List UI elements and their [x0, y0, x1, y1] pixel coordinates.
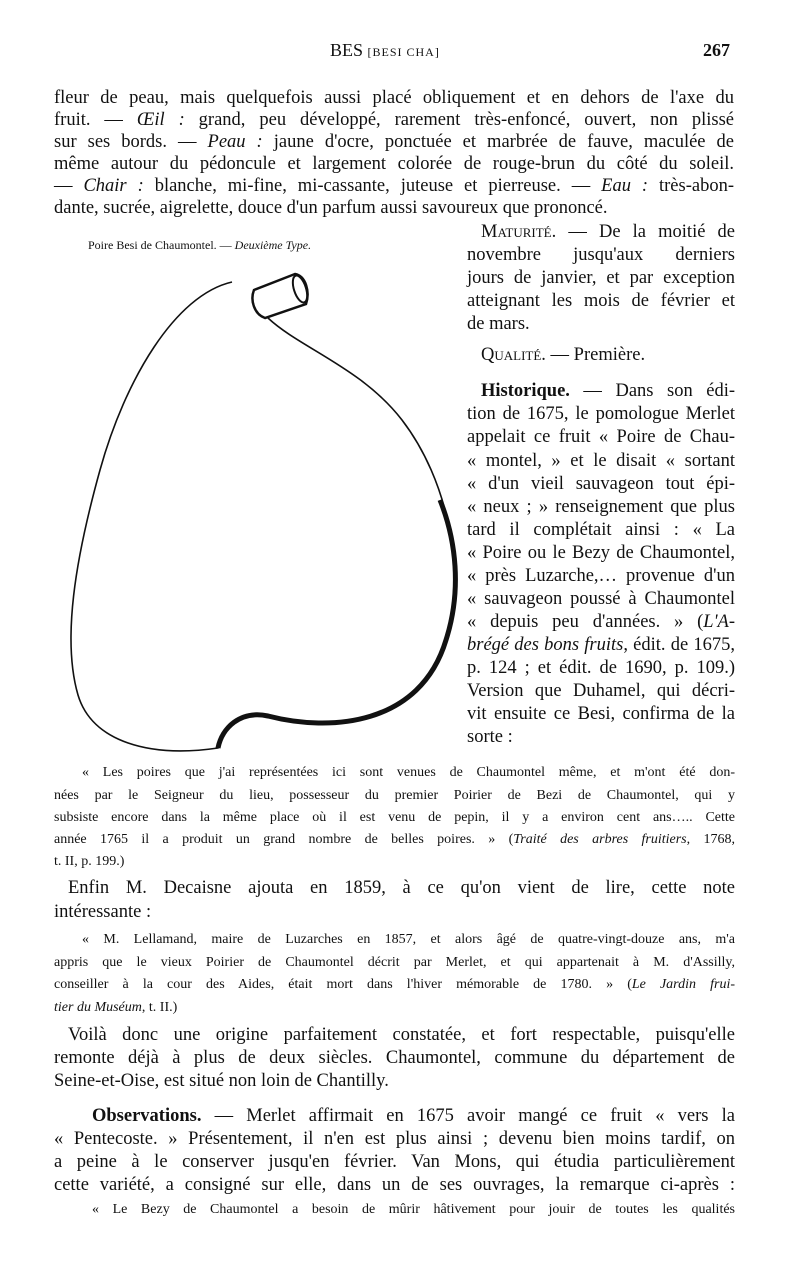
text-line: [467, 473, 735, 495]
text-line: [467, 496, 735, 518]
text-line: [82, 762, 735, 784]
caption-type: Deuxième Type.: [234, 238, 312, 252]
text-line: [54, 851, 124, 873]
text-segment: Voilà donc une origine parfaitement constatée, et fort respectable, puisqu'elle: [68, 1025, 735, 1045]
text-segment: grand, peu développé, rarement très-enfoncé, ouvert, non plissé: [184, 110, 734, 130]
text-segment: intéressante :: [54, 902, 152, 922]
caption-main: Poire Besi de Chaumontel. —: [88, 238, 235, 252]
text-line: [82, 929, 735, 951]
text-line: [54, 153, 734, 175]
text-segment: « Les poires que j'ai représentées ici sont venues de Chaumontel même, et m'ont été don-: [82, 765, 735, 780]
italic-text: tier du Muséum: [54, 1000, 142, 1015]
text-line: [54, 807, 735, 829]
text-segment: p. 124 ; et édit. de 1690, p. 109.): [467, 658, 735, 678]
text-segment: sorte :: [467, 727, 513, 747]
text-segment: dante, sucrée, aigrelette, douce d'un parfum aussi savoureux que prononcé.: [54, 198, 608, 218]
text-line: [54, 974, 735, 996]
text-line: [68, 1024, 735, 1046]
text-segment: « Poire ou le Bezy de Chaumontel,: [467, 543, 735, 563]
pear-outline: [71, 282, 454, 751]
text-line: [467, 313, 530, 335]
text-line: [54, 87, 734, 109]
text-segment: année 1765 il a produit un grand nombre de belles poires. » (: [54, 832, 514, 847]
text-segment: conseiller à la cour des Aides, était mort dans l'hiver mémorable de 1780. » (: [54, 977, 632, 992]
text-segment: —: [54, 176, 84, 196]
text-segment: jours de janvier, et par exception: [467, 268, 735, 288]
text-segment: Seine-et-Oise, est situé non loin de Chantilly.: [54, 1071, 389, 1091]
text-segment: — Merlet affirmait en 1675 avoir mangé ce fruit « vers la: [201, 1106, 735, 1126]
text-line: [467, 588, 735, 610]
text-segment: tard il complétait ainsi : « La: [467, 520, 735, 540]
text-line: [54, 952, 735, 974]
text-line: [54, 901, 151, 923]
text-segment: très-abon-: [648, 176, 735, 196]
text-segment: cette variété, a consigné sur elle, dans un de ses ouvrages, la remarque ci-après :: [54, 1175, 735, 1195]
text-line: [54, 109, 734, 131]
text-line: [467, 565, 735, 587]
italic-text: Traité des arbres fruitiers: [513, 832, 687, 847]
text-segment: — De la moitié de: [556, 222, 735, 242]
text-line: [467, 267, 735, 289]
text-line: [54, 1047, 735, 1069]
text-line: [92, 1105, 735, 1127]
text-segment: « M. Lellamand, maire de Luzarches en 1857, et alors âgé de quatre-vingt-douze ans, m'a: [82, 932, 735, 947]
text-segment: , édit. de 1675,: [623, 635, 735, 655]
text-line: [68, 877, 735, 899]
text-line: [54, 1151, 735, 1173]
text-line: [54, 1070, 389, 1092]
text-segment: , 1768,: [686, 832, 735, 847]
text-line: [467, 634, 735, 656]
text-segment: « sauvageon poussé à Chaumontel: [467, 589, 735, 609]
text-line: [467, 680, 735, 702]
text-segment: de mars.: [467, 314, 530, 334]
text-segment: — Dans son édi-: [569, 381, 735, 401]
text-line: [467, 290, 735, 312]
text-segment: appelait ce fruit « Poire de Chau-: [467, 427, 735, 447]
text-segment: — Première.: [545, 345, 646, 365]
text-line: [467, 542, 735, 564]
bold-heading: Historique.: [481, 381, 570, 401]
text-line: [92, 1199, 735, 1221]
text-segment: « neux ; » renseignement que plus: [467, 497, 735, 517]
text-segment: Enfin M. Decaisne ajouta en 1859, à ce qu'on vient de lire, cette note: [68, 878, 735, 898]
text-line: [54, 131, 734, 153]
text-line: [467, 403, 735, 425]
pear-shadow-edge: [218, 500, 455, 748]
italic-text: Le Jardin frui-: [631, 977, 735, 992]
small-caps-heading: Maturité.: [481, 222, 557, 242]
text-line: [467, 611, 735, 633]
text-segment: remonte déjà à plus de deux siècles. Chaumontel, commune du département de: [54, 1048, 735, 1068]
running-subtitle: [BESI CHA]: [367, 45, 440, 59]
text-line: [467, 244, 735, 266]
text-line: [467, 726, 513, 748]
text-segment: a peine à le conserver jusqu'en février. Van Mons, qui étudia particulièrement: [54, 1152, 735, 1172]
italic-text: brégé des bons fruits: [467, 635, 624, 655]
text-line: [54, 829, 735, 851]
text-segment: « près Luzarche,… provenue d'un: [467, 566, 735, 586]
text-segment: même autour du pédoncule et largement colorée de rouge-brun du côté du soleil.: [54, 154, 734, 174]
text-line: [54, 997, 177, 1019]
italic-text: Eau :: [601, 176, 649, 196]
text-line: [54, 197, 608, 219]
text-segment: vit ensuite ce Besi, confirma de la: [467, 704, 735, 724]
text-line: [481, 344, 645, 366]
text-segment: fruit. —: [54, 110, 137, 130]
text-line: [467, 657, 735, 679]
text-line: [481, 380, 735, 402]
text-line: [481, 221, 735, 243]
text-segment: novembre jusqu'aux derniers: [467, 245, 735, 265]
text-segment: atteignant les mois de février et: [467, 291, 735, 311]
text-line: [467, 450, 735, 472]
page-number: 267: [703, 40, 730, 60]
text-segment: « d'un vieil sauvageon tout épi-: [467, 474, 735, 494]
text-segment: « Pentecoste. » Présentement, il n'en est plus ainsi ; devenu bien moins tardif, on: [54, 1129, 735, 1149]
italic-text: Œil :: [136, 110, 185, 130]
text-segment: blanche, mi-fine, mi-cassante, juteuse et pierreuse. —: [143, 176, 602, 196]
italic-text: Chair :: [83, 176, 144, 196]
text-segment: « depuis peu d'années. » (: [467, 612, 704, 632]
text-segment: « Le Bezy de Chaumontel a besoin de mûrir hâtivement pour jouir de toutes les qualités: [92, 1202, 735, 1217]
text-segment: sur ses bords. —: [54, 132, 208, 152]
text-line: [467, 703, 735, 725]
text-line: [54, 1128, 735, 1150]
bold-heading: Observations.: [92, 1106, 202, 1126]
text-line: [467, 519, 735, 541]
text-segment: , t. II.): [141, 1000, 178, 1015]
small-caps-heading: Qualité.: [481, 345, 546, 365]
italic-text: Peau :: [207, 132, 263, 152]
text-segment: tion de 1675, le pomologue Merlet: [467, 404, 735, 424]
text-segment: t. II, p. 199.): [54, 854, 125, 869]
text-segment: « montel, » et le disait « sortant: [467, 451, 735, 471]
text-line: [467, 426, 735, 448]
text-segment: Version que Duhamel, qui décri-: [467, 681, 735, 701]
text-line: [54, 785, 735, 807]
text-line: [54, 175, 734, 197]
italic-text: L'A-: [703, 612, 735, 632]
text-segment: jaune d'ocre, ponctuée et marbrée de fauve, maculée de: [262, 132, 734, 152]
running-title: BES: [330, 40, 364, 60]
text-segment: fleur de peau, mais quelquefois aussi placé obliquement et en dehors de l'axe du: [54, 88, 734, 108]
text-segment: appris que le vieux Poirier de Chaumontel décrit par Merlet, et qui appartenait à M. d'Assilly,: [54, 955, 735, 970]
text-segment: subsiste encore dans la même place où il est venu de pepin, il y a environ cent ans….. Cette: [54, 810, 735, 825]
text-segment: nées par le Seigneur du lieu, possesseur du premier Poirier de Bezi de Chaumontel, qui y: [54, 788, 735, 803]
text-line: [54, 1174, 735, 1196]
